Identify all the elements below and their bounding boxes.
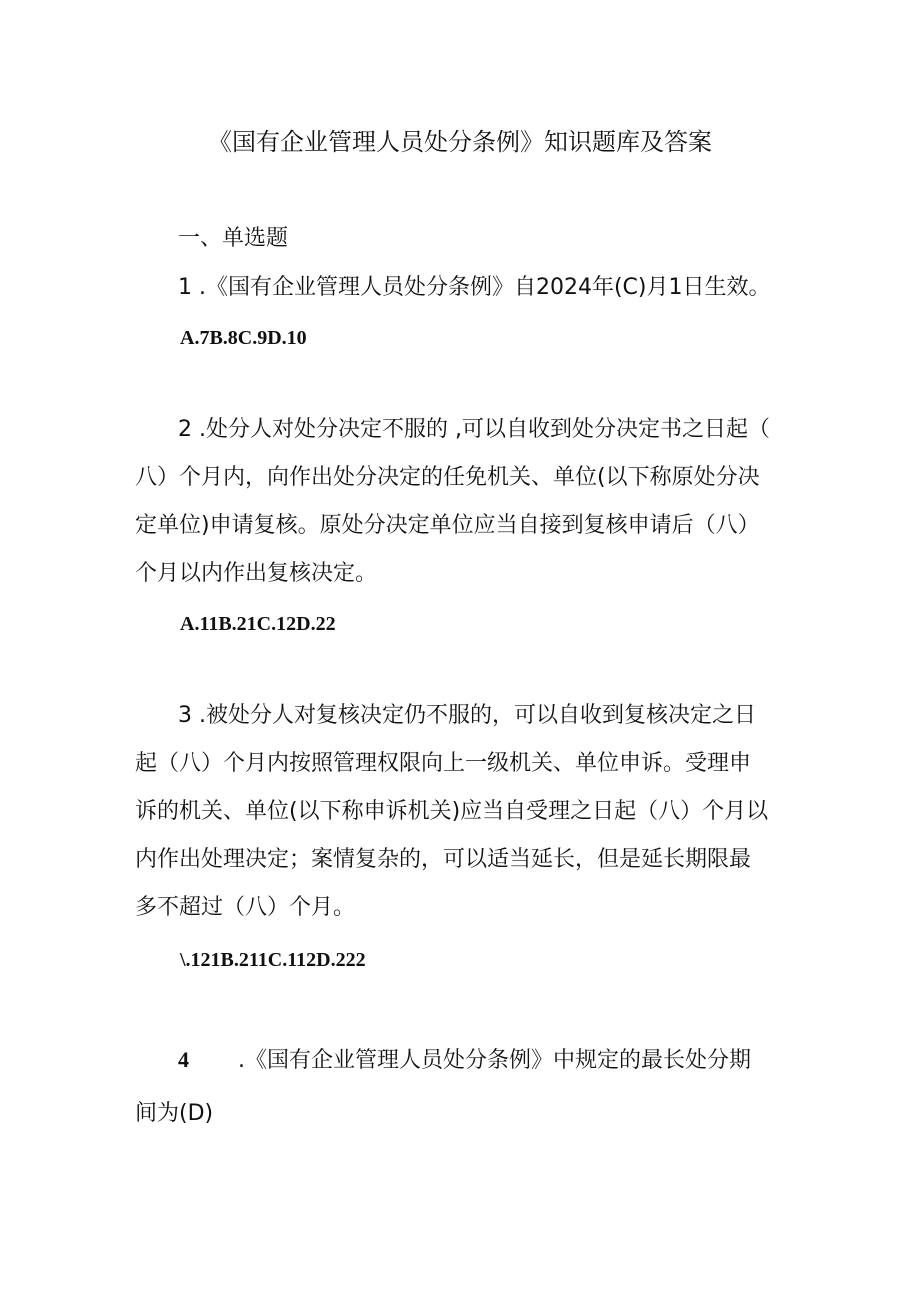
- question-4-text: .《国有企业管理人员处分条例》中规定的最长处分期: [238, 1048, 751, 1073]
- question-3-options: \.121B.211C.112D.222: [180, 949, 366, 971]
- question-3-line-1: 3 .被处分人对复核决定仍不服的，可以自收到复核决定之日: [178, 703, 756, 728]
- question-3-line-5: 多不超过（八）个月。: [135, 895, 356, 920]
- question-2-line-2: 八）个月内，向作出处分决定的任免机关、单位(以下称原处分决: [135, 465, 760, 490]
- question-1-text: 1 .《国有企业管理人员处分条例》自2024年(C)月1日生效。: [178, 275, 771, 300]
- question-3-line-4: 内作出处理决定；案情复杂的，可以适当延长，但是延长期限最: [135, 847, 752, 872]
- question-2-line-4: 个月以内作出复核决定。: [135, 561, 378, 586]
- section-heading: 一、单选题: [178, 226, 289, 251]
- question-2-line-3: 定单位)申请复核。原处分决定单位应当自接到复核申请后（八）: [135, 513, 760, 538]
- question-2-options: A.11B.21C.12D.22: [180, 613, 336, 635]
- question-1-options: A.7B.8C.9D.10: [180, 327, 307, 349]
- question-4-line-1: [178, 1036, 838, 1085]
- question-2-line-1: 2 .处分人对处分决定不服的 ,可以自收到处分决定书之日起（: [178, 417, 770, 442]
- document-title: 《国有企业管理人员处分条例》知识题库及答案: [208, 128, 712, 156]
- question-3-line-3: 诉的机关、单位(以下称申诉机关)应当自受理之日起（八）个月以: [135, 799, 769, 824]
- question-4-number: 4: [178, 1047, 189, 1072]
- question-4-line-2: 间为(D): [135, 1101, 214, 1126]
- question-3-line-2: 起（八）个月内按照管理权限向上一级机关、单位申诉。受理申: [135, 751, 752, 776]
